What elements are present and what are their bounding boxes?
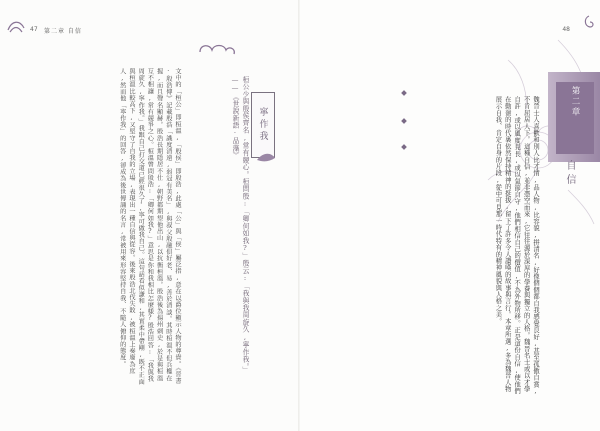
leaf-ornament-icon [255, 150, 277, 164]
chapter-title: 自信 [564, 160, 575, 188]
page-ornament-icon [6, 18, 26, 36]
page-number: 47 [30, 26, 38, 33]
chapter-label: 第二章 [570, 86, 580, 118]
chapter-intro-text: 魏晉士人喜歡和別人比才情,品人物,比容貌,拼清名,好像個個都自我感覺良好,甚至孤傲自賞,不肯屈居人下。這種自信,並非憑空而來,它往往源於深厚的學養與獨立的人格。魏晉名士或以才學自許,或以風度見長,或以氣節自守,他們相信自己的價值,不為外物所移。正是這份自信,使他們在動盪的時代裏依然保持精神的挺拔,留下了許多令人讚嘆的故事與言行。本章所選,多為魏晉人物展示自我、肯定自身的片段,從中可見那一時代特有的精神風貌與人格之美。 [494, 96, 539, 395]
section-title-box: 寧作我 [251, 92, 275, 158]
running-header: 第二章 自信 [44, 28, 82, 35]
right-page [300, 0, 600, 431]
chapter-label-box [556, 82, 594, 154]
cloud-ornament-icon [196, 40, 238, 58]
source-quote: 桓公少與殷侯齊名,常有競心。桓問殷:「卿何如我?」殷云:「我與我周旋久,寧作我。」 ——《世說新語·品藻》 [231, 76, 249, 374]
page-number: 48 [562, 26, 570, 33]
bullet-diamond-icon [401, 144, 407, 150]
essay-text: 文中的「桓公」即桓溫,「殷侯」即殷浩,此處「公」與「侯」屬泛指,意在以爵位顯示人物的尊貴。《晉書·殷浩傳》記載殷浩「識度清遠,弱冠有美名」,與叔父殷融俱好老、易,善於清談。其時桓溫不但兵權在握,而且聲名顯赫。殷浩長期隱居不仕,朝野都期望他出山,以抗衡桓溫。殷浩後為揚州刺史,於是與桓溫互不相讓,常有競爭之心。桓溫曾問殷浩:「卿何如我?」意思是你和我相比怎麼樣?殷浩回答:「我與我周旋久,寧作我。」我跟自己打交道已經很久了,寧可做我自己。這句話看似謙和,其實柔中帶剛,既不正面與桓溫比較高下,又堅守了自我的立場,表現出一種自信與從容。後來殷浩北伐失敗,被桓溫上奏廢為庶人,然而他「寧作我」的回答,卻成為後世傳誦的名言,常被用來形容堅持自我、不隨人俯仰的態度。 [118, 68, 181, 385]
bullet-diamond-icon [401, 90, 407, 96]
bullet-diamond-icon [401, 118, 407, 124]
